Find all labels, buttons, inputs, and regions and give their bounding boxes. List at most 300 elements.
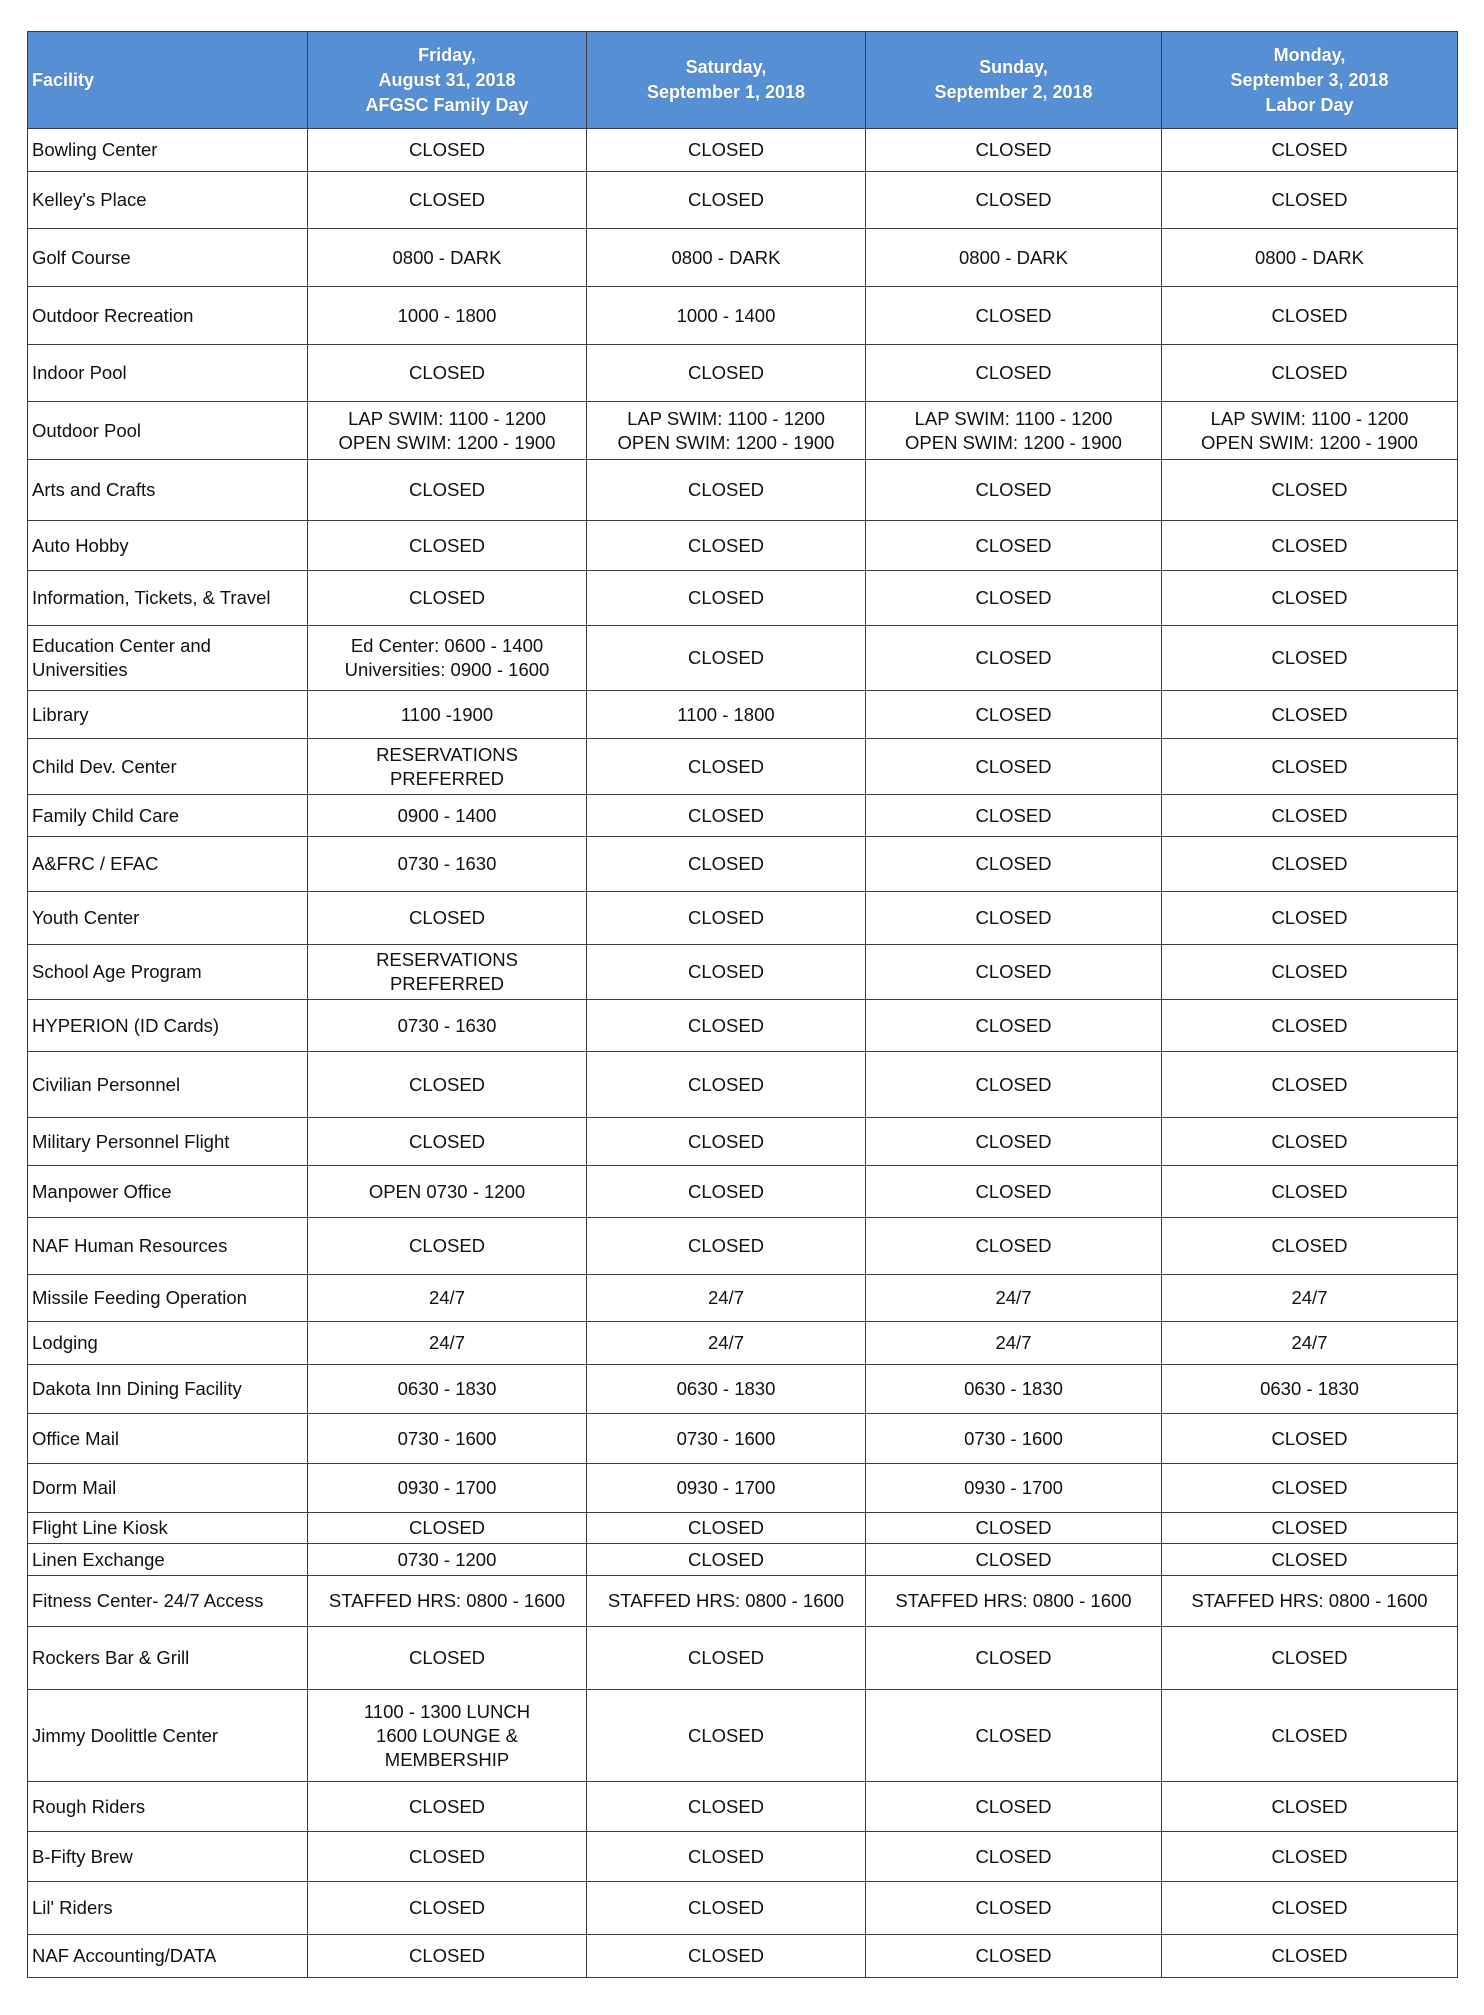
hours-cell-saturday (587, 1365, 866, 1414)
cell-text-line: September 2, 2018 (934, 82, 1093, 102)
hours-cell-sunday (866, 837, 1162, 892)
hours-cell-sunday (866, 1275, 1162, 1322)
hours-cell-monday (1162, 1218, 1458, 1275)
cell-text-line: Ed Center: 0600 - 1400 (350, 635, 544, 656)
cell-text-line: Bowling Center (32, 139, 158, 160)
facility-cell (28, 287, 308, 345)
cell-text-line: 0930 - 1700 (397, 1477, 497, 1498)
cell-text-line: 1000 - 1800 (397, 304, 497, 326)
table-row (28, 945, 1458, 1000)
table-row (28, 1218, 1458, 1275)
cell-text-line: CLOSED (1271, 853, 1348, 874)
facility-cell (28, 172, 308, 229)
cell-text-line: CLOSED (975, 1845, 1052, 1867)
cell-text-line: 24/7 (428, 1287, 465, 1308)
hours-cell-saturday (587, 229, 866, 287)
facility-cell (28, 1414, 308, 1464)
hours-cell-saturday (587, 1218, 866, 1275)
cell-text-line: 24/7 (1291, 1287, 1328, 1308)
cell-text-line: 24/7 (428, 1332, 465, 1353)
hours-cell-saturday (587, 1513, 866, 1544)
cell-text-line: Office Mail (32, 1427, 120, 1449)
cell-text-line: September 1, 2018 (646, 82, 806, 102)
cell-text-line: Dorm Mail (32, 1477, 117, 1498)
cell-text-line: CLOSED (975, 189, 1052, 210)
hours-cell-monday (1162, 129, 1458, 172)
cell-text-line: 24/7 (707, 1332, 744, 1353)
hours-cell-saturday (587, 460, 866, 521)
cell-text-line: Military Personnel Flight (32, 1130, 230, 1152)
facility-cell (28, 1690, 308, 1782)
facility-cell (28, 402, 308, 460)
cell-text-line: CLOSED (687, 1548, 765, 1570)
cell-text-line: STAFFED HRS: 0800 - 1600 (328, 1590, 566, 1611)
cell-text-line: CLOSED (687, 1795, 765, 1817)
cell-text-line: August 31, 2018 (378, 69, 516, 90)
hours-cell-sunday (866, 172, 1162, 229)
cell-text-line: CLOSED (408, 1945, 486, 1966)
facility-cell (28, 1000, 308, 1052)
hours-cell-saturday (587, 1322, 866, 1365)
hours-cell-friday (308, 739, 587, 795)
hours-cell-sunday (866, 1118, 1162, 1166)
facility-cell (28, 1052, 308, 1118)
cell-text-line: Fitness Center- 24/7 Access (32, 1590, 264, 1611)
hours-cell-monday (1162, 837, 1458, 892)
cell-text-line: CLOSED (1271, 139, 1348, 160)
cell-text-line: STAFFED HRS: 0800 - 1600 (1191, 1590, 1428, 1611)
cell-text-line: AFGSC Family Day (365, 94, 529, 115)
hours-cell-friday (308, 460, 587, 521)
hours-cell-saturday (587, 892, 866, 945)
hours-cell-friday (308, 1935, 587, 1978)
cell-text-line: Education Center and (32, 635, 211, 656)
hours-cell-friday (308, 626, 587, 691)
cell-text-line: NAF Human Resources (32, 1235, 228, 1256)
hours-cell-saturday (587, 739, 866, 795)
facility-cell (28, 1464, 308, 1513)
table-row (28, 571, 1458, 626)
table-body (28, 129, 1458, 1978)
hours-cell-monday (1162, 229, 1458, 287)
header-saturday (587, 32, 866, 129)
hours-cell-friday (308, 1513, 587, 1544)
hours-cell-saturday (587, 1166, 866, 1218)
cell-text-line: CLOSED (975, 907, 1052, 928)
cell-text-line: September 3, 2018 (1230, 69, 1389, 90)
cell-text-line: 24/7 (995, 1332, 1032, 1353)
facility-cell (28, 1544, 308, 1576)
facility-cell (28, 837, 308, 892)
table-row (28, 1414, 1458, 1464)
hours-cell-sunday (866, 691, 1162, 739)
cell-text-line: Monday, (1273, 44, 1346, 65)
cell-text-line: 1100 - 1300 LUNCH (363, 1700, 531, 1722)
cell-text-line: CLOSED (687, 534, 765, 556)
hours-cell-friday (308, 1690, 587, 1782)
header-facility (28, 32, 308, 129)
hours-cell-sunday (866, 739, 1162, 795)
hours-cell-monday (1162, 1544, 1458, 1576)
cell-text-line: MEMBERSHIP (384, 1748, 510, 1770)
cell-text-line: CLOSED (975, 479, 1052, 500)
hours-cell-saturday (587, 1414, 866, 1464)
header-row (28, 32, 1458, 129)
facility-cell (28, 1935, 308, 1978)
hours-cell-saturday (587, 1544, 866, 1576)
cell-text-line: Linen Exchange (32, 1548, 165, 1570)
hours-cell-monday (1162, 1690, 1458, 1782)
cell-text-line: LAP SWIM: 1100 - 1200 (1210, 407, 1409, 429)
cell-text-line: CLOSED (1271, 1130, 1348, 1152)
hours-cell-monday (1162, 691, 1458, 739)
hours-cell-saturday (587, 287, 866, 345)
cell-text-line: OPEN SWIM: 1200 - 1900 (905, 431, 1122, 453)
cell-text-line: OPEN SWIM: 1200 - 1900 (338, 431, 556, 453)
cell-text-line: CLOSED (1271, 1548, 1348, 1570)
hours-cell-sunday (866, 1882, 1162, 1935)
cell-text-line: CLOSED (975, 853, 1052, 874)
hours-cell-friday (308, 172, 587, 229)
cell-text-line: CLOSED (1271, 907, 1348, 928)
cell-text-line: CLOSED (1271, 479, 1348, 500)
cell-text-line: CLOSED (687, 1845, 765, 1867)
hours-cell-monday (1162, 1782, 1458, 1832)
cell-text-line: CLOSED (975, 647, 1052, 668)
facility-cell (28, 1166, 308, 1218)
hours-cell-sunday (866, 402, 1162, 460)
hours-cell-friday (308, 691, 587, 739)
hours-cell-saturday (587, 1935, 866, 1978)
table-row (28, 129, 1458, 172)
hours-cell-friday (308, 1627, 587, 1690)
hours-cell-sunday (866, 345, 1162, 402)
hours-cell-sunday (866, 1052, 1162, 1118)
cell-text-line: Golf Course (32, 246, 131, 268)
hours-cell-sunday (866, 1000, 1162, 1052)
facility-cell (28, 1365, 308, 1414)
table-header (28, 32, 1458, 129)
cell-text-line: LAP SWIM: 1100 - 1200 (914, 407, 1113, 429)
hours-cell-monday (1162, 795, 1458, 837)
cell-text-line: CLOSED (408, 362, 486, 383)
hours-cell-saturday (587, 626, 866, 691)
cell-text-line: CLOSED (408, 534, 486, 556)
cell-text-line: Labor Day (1265, 94, 1354, 115)
hours-cell-sunday (866, 460, 1162, 521)
cell-text-line: CLOSED (408, 189, 486, 210)
hours-cell-friday (308, 1118, 587, 1166)
cell-text-line: STAFFED HRS: 0800 - 1600 (607, 1590, 845, 1611)
hours-cell-saturday (587, 1782, 866, 1832)
cell-text-line: CLOSED (1271, 534, 1348, 556)
hours-cell-friday (308, 345, 587, 402)
cell-text-line: 0730 - 1630 (397, 1014, 497, 1036)
cell-text-line: CLOSED (687, 189, 765, 210)
cell-text-line: 0630 - 1830 (1260, 1378, 1359, 1399)
hours-cell-monday (1162, 521, 1458, 571)
table-row (28, 1118, 1458, 1166)
hours-cell-sunday (866, 1690, 1162, 1782)
hours-cell-monday (1162, 1832, 1458, 1882)
hours-cell-sunday (866, 1464, 1162, 1513)
cell-text-line: CLOSED (975, 961, 1052, 982)
hours-cell-saturday (587, 1118, 866, 1166)
hours-cell-monday (1162, 172, 1458, 229)
hours-cell-sunday (866, 287, 1162, 345)
cell-text-line: CLOSED (975, 755, 1052, 777)
cell-text-line: CLOSED (975, 534, 1052, 556)
hours-cell-friday (308, 571, 587, 626)
hours-cell-monday (1162, 1935, 1458, 1978)
hours-cell-saturday (587, 521, 866, 571)
cell-text-line: 0730 - 1600 (397, 1427, 497, 1449)
cell-text-line: Universities (32, 659, 128, 680)
cell-text-line: RESERVATIONS (376, 949, 518, 970)
cell-text-line: Youth Center (32, 907, 140, 928)
cell-text-line: CLOSED (687, 1945, 765, 1966)
hours-cell-monday (1162, 1513, 1458, 1544)
table-row (28, 1464, 1458, 1513)
facility-cell (28, 1832, 308, 1882)
hours-cell-sunday (866, 571, 1162, 626)
cell-text-line: CLOSED (687, 1724, 765, 1746)
hours-cell-monday (1162, 287, 1458, 345)
cell-text-line: Lodging (32, 1332, 98, 1353)
cell-text-line: CLOSED (687, 1897, 765, 1918)
cell-text-line: CLOSED (1271, 1795, 1348, 1817)
header-friday (308, 32, 587, 129)
facility-cell (28, 1782, 308, 1832)
cell-text-line: CLOSED (1271, 1180, 1348, 1202)
cell-text-line: PREFERRED (389, 973, 505, 994)
cell-text-line: CLOSED (408, 1647, 486, 1668)
hours-cell-saturday (587, 691, 866, 739)
hours-cell-friday (308, 1365, 587, 1414)
hours-cell-sunday (866, 1627, 1162, 1690)
hours-cell-sunday (866, 1935, 1162, 1978)
hours-cell-saturday (587, 402, 866, 460)
cell-text-line: Family Child Care (32, 804, 180, 826)
hours-cell-sunday (866, 1832, 1162, 1882)
hours-cell-sunday (866, 1365, 1162, 1414)
hours-cell-monday (1162, 571, 1458, 626)
cell-text-line: CLOSED (975, 1014, 1052, 1036)
hours-cell-sunday (866, 1513, 1162, 1544)
cell-text-line: Flight Line Kiosk (32, 1517, 168, 1538)
hours-table (27, 31, 1458, 1978)
cell-text-line: 0630 - 1830 (676, 1378, 776, 1399)
cell-text-line: CLOSED (687, 1130, 765, 1152)
table-row (28, 1882, 1458, 1935)
cell-text-line: CLOSED (687, 587, 765, 608)
hours-cell-saturday (587, 172, 866, 229)
hours-cell-saturday (587, 945, 866, 1000)
table-row (28, 739, 1458, 795)
cell-text-line: CLOSED (687, 479, 765, 500)
hours-cell-monday (1162, 739, 1458, 795)
facility-cell (28, 795, 308, 837)
cell-text-line: Civilian Personnel (32, 1073, 181, 1095)
cell-text-line: 0930 - 1700 (676, 1477, 776, 1498)
cell-text-line: CLOSED (975, 1647, 1052, 1668)
hours-cell-sunday (866, 1166, 1162, 1218)
cell-text-line: 0930 - 1700 (964, 1477, 1063, 1498)
cell-text-line: CLOSED (408, 1897, 486, 1918)
table-row (28, 287, 1458, 345)
hours-cell-friday (308, 795, 587, 837)
table-row (28, 1052, 1458, 1118)
cell-text-line: CLOSED (408, 1845, 486, 1867)
hours-cell-monday (1162, 1118, 1458, 1166)
hours-cell-saturday (587, 1000, 866, 1052)
cell-text-line: CLOSED (1271, 1014, 1348, 1036)
cell-text-line: 1100 - 1800 (677, 703, 775, 725)
table-row (28, 1544, 1458, 1576)
table-row (28, 402, 1458, 460)
hours-cell-friday (308, 945, 587, 1000)
hours-cell-friday (308, 1275, 587, 1322)
cell-text-line: CLOSED (975, 1180, 1052, 1202)
cell-text-line: NAF Accounting/DATA (32, 1945, 217, 1966)
hours-cell-sunday (866, 1576, 1162, 1627)
hours-cell-saturday (587, 1275, 866, 1322)
facility-cell (28, 229, 308, 287)
hours-cell-friday (308, 287, 587, 345)
facility-cell (28, 945, 308, 1000)
hours-cell-monday (1162, 1627, 1458, 1690)
cell-text-line: OPEN SWIM: 1200 - 1900 (617, 431, 835, 453)
cell-text-line: CLOSED (687, 1235, 765, 1256)
hours-cell-friday (308, 229, 587, 287)
facility-cell (28, 1118, 308, 1166)
hours-cell-friday (308, 1052, 587, 1118)
cell-text-line: Arts and Crafts (32, 479, 156, 500)
cell-text-line: CLOSED (975, 1724, 1052, 1746)
facility-cell (28, 1513, 308, 1544)
cell-text-line: 0800 - DARK (392, 246, 502, 268)
hours-cell-sunday (866, 1414, 1162, 1464)
facility-cell (28, 1882, 308, 1935)
cell-text-line: Lil' Riders (32, 1897, 113, 1918)
cell-text-line: CLOSED (1271, 755, 1348, 777)
table-row (28, 837, 1458, 892)
facility-cell (28, 521, 308, 571)
cell-text-line: 1100 -1900 (400, 703, 494, 725)
facility-cell (28, 892, 308, 945)
hours-cell-sunday (866, 945, 1162, 1000)
cell-text-line: Missile Feeding Operation (32, 1287, 247, 1308)
table-row (28, 1576, 1458, 1627)
cell-text-line: Rockers Bar & Grill (32, 1647, 190, 1668)
table-row (28, 1513, 1458, 1544)
table-row (28, 1322, 1458, 1365)
hours-cell-friday (308, 1544, 587, 1576)
cell-text-line: CLOSED (687, 139, 765, 160)
cell-text-line: CLOSED (1271, 1945, 1348, 1966)
hours-cell-friday (308, 1000, 587, 1052)
hours-cell-saturday (587, 571, 866, 626)
cell-text-line: CLOSED (408, 139, 486, 160)
cell-text-line: Information, Tickets, & Travel (32, 587, 271, 608)
cell-text-line: Indoor Pool (32, 362, 127, 383)
hours-cell-monday (1162, 1000, 1458, 1052)
facility-cell (28, 626, 308, 691)
cell-text-line: CLOSED (687, 804, 765, 826)
cell-text-line: Child Dev. Center (32, 755, 177, 777)
cell-text-line: CLOSED (408, 1073, 486, 1095)
table-row (28, 892, 1458, 945)
cell-text-line: 0630 - 1830 (964, 1378, 1063, 1399)
cell-text-line: CLOSED (975, 587, 1052, 608)
table-row (28, 460, 1458, 521)
hours-cell-friday (308, 892, 587, 945)
facility-cell (28, 1275, 308, 1322)
cell-text-line: CLOSED (687, 1517, 765, 1538)
facility-cell (28, 460, 308, 521)
table-row (28, 626, 1458, 691)
hours-cell-monday (1162, 892, 1458, 945)
cell-text-line: A&FRC / EFAC (32, 853, 159, 874)
cell-text-line: CLOSED (975, 1795, 1052, 1817)
table-row (28, 1166, 1458, 1218)
cell-text-line: CLOSED (408, 1795, 486, 1817)
cell-text-line: LAP SWIM: 1100 - 1200 (348, 407, 546, 429)
cell-text-line: Universities: 0900 - 1600 (344, 659, 550, 680)
cell-text-line: CLOSED (1271, 1073, 1348, 1095)
cell-text-line: Rough Riders (32, 1795, 146, 1817)
cell-text-line: CLOSED (687, 853, 765, 874)
facility-cell (28, 1218, 308, 1275)
cell-text-line: 0800 - DARK (671, 246, 781, 268)
hours-cell-friday (308, 1166, 587, 1218)
table-row (28, 1365, 1458, 1414)
facility-cell (28, 345, 308, 402)
hours-cell-sunday (866, 795, 1162, 837)
cell-text-line: CLOSED (1271, 1235, 1348, 1256)
cell-text-line: Facility (32, 69, 95, 90)
cell-text-line: CLOSED (687, 1647, 765, 1668)
cell-text-line: 1000 - 1400 (676, 304, 776, 326)
cell-text-line: 24/7 (995, 1287, 1032, 1308)
hours-cell-saturday (587, 129, 866, 172)
hours-cell-friday (308, 1782, 587, 1832)
hours-cell-saturday (587, 1627, 866, 1690)
cell-text-line: CLOSED (408, 907, 486, 928)
hours-cell-saturday (587, 1576, 866, 1627)
hours-cell-sunday (866, 521, 1162, 571)
hours-cell-sunday (866, 1782, 1162, 1832)
cell-text-line: CLOSED (975, 1517, 1052, 1538)
cell-text-line: Sunday, (979, 57, 1048, 77)
cell-text-line: CLOSED (1271, 1477, 1348, 1498)
cell-text-line: Dakota Inn Dining Facility (32, 1378, 242, 1399)
cell-text-line: CLOSED (1271, 1724, 1348, 1746)
table-row (28, 1275, 1458, 1322)
hours-cell-saturday (587, 837, 866, 892)
cell-text-line: CLOSED (1271, 362, 1348, 383)
hours-cell-monday (1162, 1464, 1458, 1513)
hours-cell-sunday (866, 1544, 1162, 1576)
cell-text-line: CLOSED (975, 1897, 1052, 1918)
table-row (28, 691, 1458, 739)
header-sunday (866, 32, 1162, 129)
table-row (28, 1782, 1458, 1832)
cell-text-line: CLOSED (1271, 703, 1348, 725)
facility-cell (28, 1576, 308, 1627)
table-row (28, 1832, 1458, 1882)
cell-text-line: CLOSED (1271, 189, 1348, 210)
